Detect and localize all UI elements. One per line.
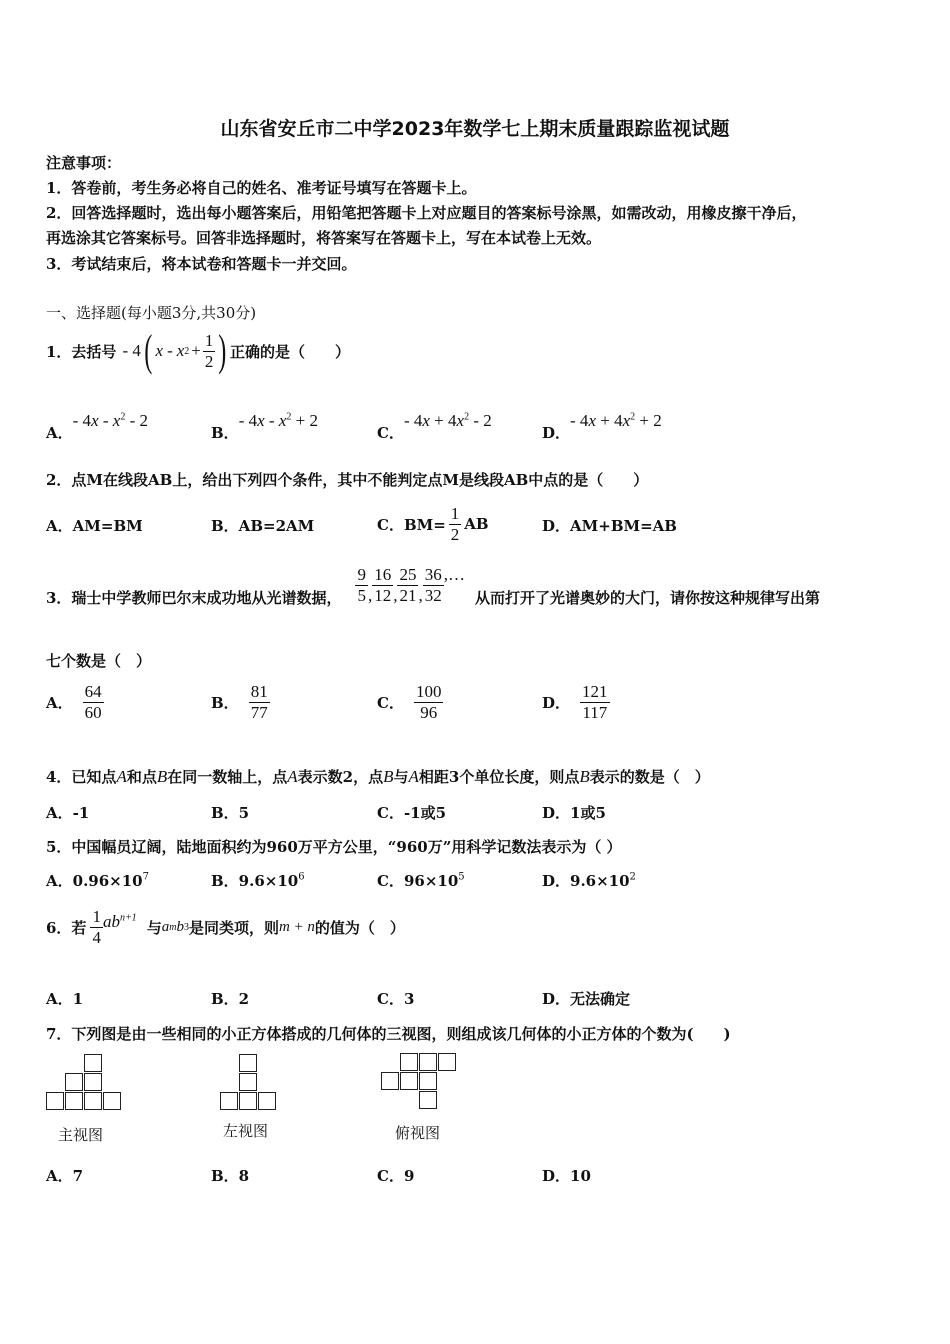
q2-option-c: C．BM= $\frac{1}{2}$ AB — [377, 503, 489, 544]
front-view-caption: 主视图 — [58, 1128, 104, 1144]
q1-option-d: D．- $4x + 4x^2 + 2$ — [542, 411, 662, 442]
q7-option-c: C．9 — [377, 1167, 415, 1185]
q5-option-a: A．$0.96\times 10^7$ — [46, 871, 149, 890]
notice-item: 2．回答选择题时，选出每小题答案后，用铅笔把答题卡上对应题目的答案标号涂黑，如需改动，用橡皮擦干净后， — [46, 204, 807, 222]
q5-option-c: C．$96\times 10^5$ — [377, 871, 465, 890]
q3-fraction: $\frac{36}{32}$ — [424, 564, 442, 605]
notice-item: 3．考试结束后，将本试卷和答题卡一并交回。 — [46, 255, 357, 273]
q7-option-b: B．8 — [211, 1167, 250, 1185]
q3-fraction: $\frac{9}{5}$ — [357, 564, 366, 605]
q1-option-b: B．- $4x - x^2 + 2$ — [211, 411, 318, 442]
q3-option-b: B． $\frac{81}{77}$ — [211, 682, 268, 722]
q1-option-c: C．- $4x + 4x^2 - 2$ — [377, 411, 492, 442]
q2-option-b: B．AB=2AM — [211, 517, 315, 535]
q7-option-d: D．10 — [542, 1167, 591, 1185]
q3-option-d: D． $\frac{121}{117}$ — [542, 682, 608, 722]
q6-option-a: A．1 — [46, 990, 84, 1008]
top-view-caption: 俯视图 — [395, 1126, 441, 1142]
q1-suffix: 正确的是（ ） — [230, 342, 351, 361]
q3-line2: 七个数是（ ） — [46, 652, 152, 670]
question-2: 2．点M在线段AB上，给出下列四个条件，其中不能判定点M是线段AB中点的是（ ） — [46, 471, 649, 489]
q3-fraction: $\frac{25}{21}$ — [399, 564, 417, 605]
q1-x2: x — [176, 341, 185, 360]
q3-option-c: C． $\frac{100}{96}$ — [377, 682, 442, 722]
q5-option-b: B．$9.6\times 10^6$ — [211, 871, 305, 890]
q5-option-d: D．$9.6\times 10^2$ — [542, 871, 636, 890]
q1-fraction: $\frac{1}{2}$ — [204, 330, 214, 371]
q1-coef: - 4 — [122, 341, 141, 360]
q2-option-d: D．AM+BM=AB — [542, 517, 677, 535]
left-view-caption: 左视图 — [223, 1124, 269, 1140]
q6-option-c: C．3 — [377, 990, 415, 1008]
q4-option-d: D．1或5 — [542, 804, 606, 822]
question-6: 6．若 $\frac{1}{4}$ $ab^{n+1}$ 与 a m b 3 是同类项，则 m + n 的值为（ ） — [46, 906, 405, 947]
q4-option-b: B．5 — [211, 804, 250, 822]
question-7: 7．下列图是由一些相同的小正方体搭成的几何体的三视图，则组成该几何体的小正方体的个数为( ) — [46, 1025, 731, 1043]
q3-option-a: A． $\frac{64}{60}$ — [46, 682, 102, 722]
front-view-diagram — [46, 1054, 124, 1112]
q4-option-a: A．-1 — [46, 804, 90, 822]
q1-option-a: A．- $4x - x^2 - 2$ — [46, 411, 148, 442]
notice-item: 1．答卷前，考生务必将自己的姓名、准考证号填写在答题卡上。 — [46, 179, 477, 197]
q6-option-d: D．无法确定 — [542, 990, 631, 1008]
section-heading: 一、选择题(每小题3分,共30分) — [46, 304, 257, 322]
q2-option-a: A．AM=BM — [46, 517, 143, 535]
notice-heading: 注意事项： — [46, 154, 122, 172]
q1-exp: 2 — [184, 345, 190, 357]
question-1 — [46, 326, 350, 376]
notice-item: 再选涂其它答案标号。回答非选择题时，将答案写在答题卡上，写在本试卷上无效。 — [46, 229, 602, 247]
question-3: 3．瑞士中学教师巴尔末成功地从光谱数据， $\frac{9}{5}$ , $\frac{16}{12}$ , $\frac{25}{21}$ , $\frac{36}{32}$ , … 从而打开了光谱奥妙的大门，请你按这种规律写出第 — [46, 564, 820, 607]
question-5: 5．中国幅员辽阔，陆地面积约为960万平方公里，“960万”用科学记数法表示为（ ） — [46, 838, 622, 856]
q4-option-c: C．-1或5 — [377, 804, 447, 822]
left-view-diagram — [220, 1054, 280, 1112]
q1-prefix: 1．去括号 — [46, 342, 117, 361]
top-view-diagram — [381, 1053, 461, 1113]
q6-option-b: B．2 — [211, 990, 250, 1008]
q1-x: x — [155, 341, 164, 360]
question-4: 4．已知点A和点B在同一数轴上，点A表示数2，点B与A相距3个单位长度，则点B表示的数是（ ） — [46, 767, 710, 786]
q7-option-a: A．7 — [46, 1167, 84, 1185]
q3-fraction: $\frac{16}{12}$ — [374, 564, 392, 605]
page-title: 山东省安丘市二中学2023年数学七上期末质量跟踪监视试题 — [220, 118, 730, 140]
q1-plus: + — [191, 341, 201, 360]
right-paren-icon: ) — [218, 326, 227, 375]
left-paren-icon: ( — [144, 326, 153, 375]
q1-minus: - — [167, 341, 173, 360]
